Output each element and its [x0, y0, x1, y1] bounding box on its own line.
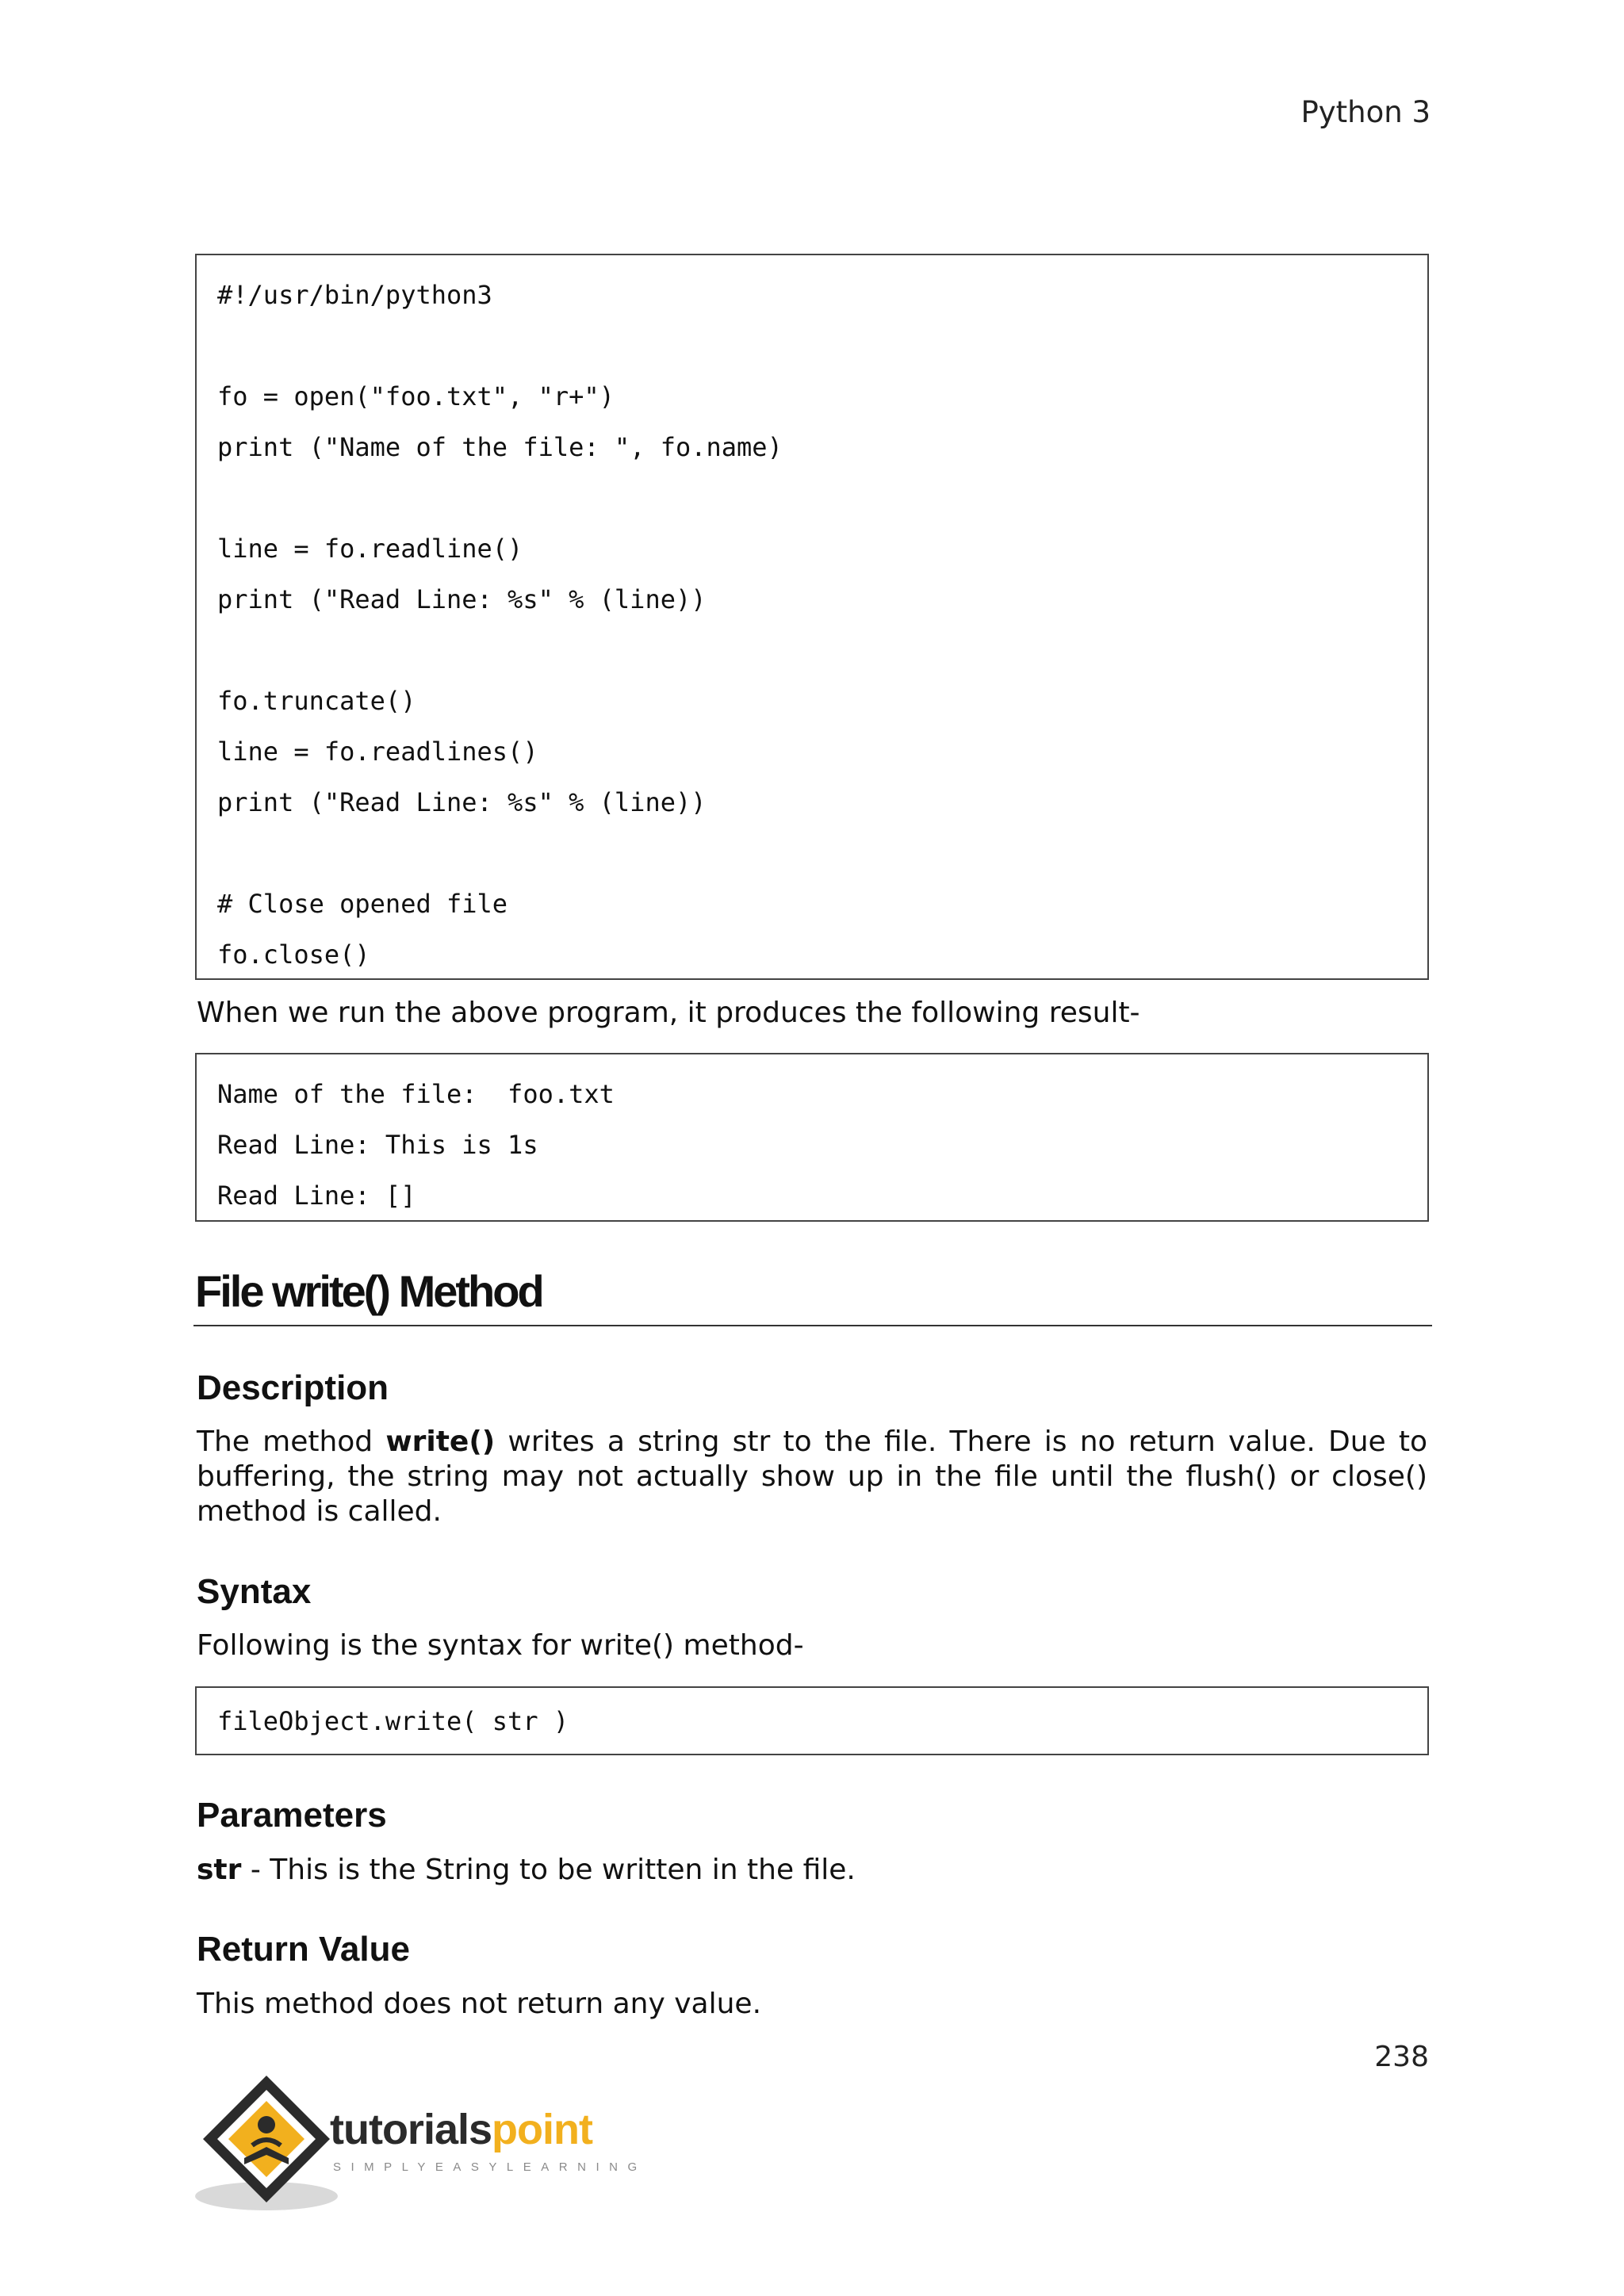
- code-line: [217, 473, 1407, 523]
- code-line: line = fo.readlines(): [217, 737, 538, 767]
- code-line: print ("Name of the file: ", fo.name): [217, 432, 783, 462]
- page-header-title: Python 3: [1300, 95, 1431, 129]
- output-line: Read Line: []: [217, 1181, 416, 1211]
- code-line: print ("Read Line: %s" % (line)): [217, 584, 707, 614]
- description-heading: Description: [197, 1368, 389, 1407]
- logo-diamond-icon: [203, 2076, 330, 2202]
- description-text-after: writes a string str to the file. There is no return value. Due to buffering, the string may not actually show up in the file until the flush() or close() method is called.: [197, 1425, 1427, 1528]
- result-intro: When we run the above program, it produces the following result-: [197, 997, 1140, 1029]
- code-line: [217, 320, 1407, 371]
- section-divider: [193, 1325, 1432, 1326]
- return-value-heading: Return Value: [197, 1930, 410, 1969]
- parameter-name: str: [197, 1854, 242, 1886]
- code-line: #!/usr/bin/python3: [217, 280, 492, 310]
- syntax-intro: Following is the syntax for write() method-: [197, 1629, 804, 1662]
- code-line: [217, 828, 1407, 878]
- section-title: File write() Method: [195, 1266, 542, 1316]
- output-line: Name of the file: foo.txt: [217, 1079, 615, 1109]
- code-line: fo.truncate(): [217, 686, 416, 716]
- description-text: [197, 1425, 1427, 1529]
- parameters-heading: Parameters: [197, 1796, 387, 1835]
- parameter-item: [197, 1853, 1427, 1888]
- syntax-code-line: fileObject.write( str ): [217, 1706, 569, 1736]
- code-line: # Close opened file: [217, 889, 508, 919]
- code-line: [217, 625, 1407, 675]
- logo-wordmark: tutorialspoint: [330, 2106, 592, 2153]
- page-number: 238: [1374, 2041, 1429, 2073]
- tutorialspoint-logo: [195, 2069, 671, 2215]
- description-text-before: The method: [197, 1425, 386, 1458]
- return-value-text: This method does not return any value.: [197, 1988, 762, 2020]
- parameter-description: - This is the String to be written in the file.: [241, 1854, 856, 1886]
- code-line: fo.close(): [217, 939, 370, 970]
- description-method-name: write(): [385, 1425, 496, 1458]
- code-line: line = fo.readline(): [217, 534, 523, 564]
- code-block-syntax: [195, 1686, 1429, 1755]
- syntax-heading: Syntax: [197, 1572, 312, 1611]
- code-line: fo = open("foo.txt", "r+"): [217, 381, 615, 411]
- output-line: Read Line: This is 1s: [217, 1130, 538, 1160]
- code-line: print ("Read Line: %s" % (line)): [217, 787, 707, 817]
- code-block-program: [195, 254, 1429, 980]
- logo-tagline: SIMPLYEASYLEARNING: [333, 2160, 647, 2174]
- code-block-output: [195, 1053, 1429, 1222]
